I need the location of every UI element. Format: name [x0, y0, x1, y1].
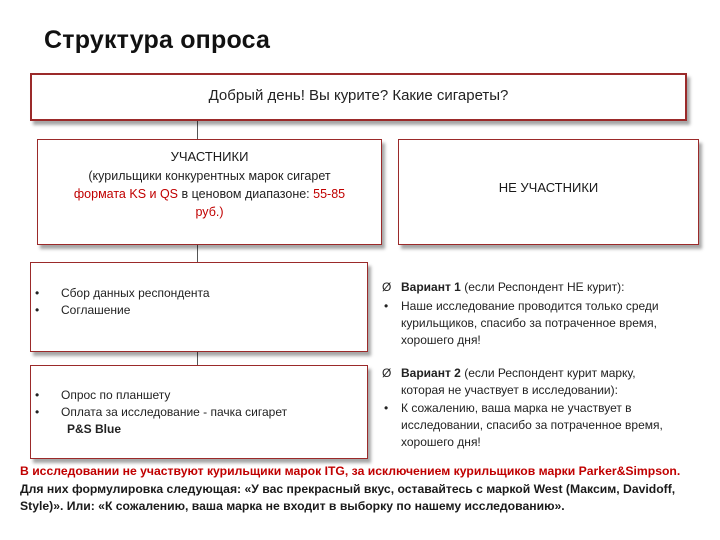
list-item: • Опрос по планшету — [35, 388, 171, 402]
payment-brand: P&S Blue — [67, 422, 122, 436]
non-participants-box — [398, 139, 699, 245]
non-participants-heading: НЕ УЧАСТНИКИ — [498, 180, 599, 195]
data-collection-box — [30, 262, 368, 352]
collect-list — [31, 285, 210, 319]
format-text: формата KS и QS — [73, 187, 179, 201]
variant-2-text: К сожалению, ваша марка не участвует в исследовании, спасибо за потраченное время, хорошего дня! — [401, 401, 663, 449]
participants-line3: руб.) — [195, 205, 224, 219]
bullet-icon: • — [35, 303, 40, 317]
list-item: • Сбор данных респондента — [35, 286, 210, 300]
connector-collect-tablet — [197, 352, 198, 365]
participants-heading: УЧАСТНИКИ — [170, 149, 249, 164]
variant-2-title: Вариант 2 (если Респондент курит марку, которая не участвует в исследовании): — [401, 366, 636, 397]
list-item: • Оплата за исследование - пачка сигарет — [35, 405, 288, 419]
bullet-icon: • — [35, 286, 40, 300]
footer-line-2: Для них формулировка следующая: «У вас прекрасный вкус, оставайтесь с маркой West (Максим, Davidoff, — [20, 481, 676, 496]
tablet-list — [31, 387, 287, 421]
variant-1-label: Вариант 1 — [401, 280, 461, 294]
tablet-survey-box — [30, 365, 368, 459]
price-range-label: в ценовом диапазоне: — [178, 187, 314, 201]
arrow-bullet-icon: Ø — [382, 366, 392, 380]
variant-1-title: Вариант 1 (если Респондент НЕ курит): — [401, 280, 625, 294]
greeting-text: Добрый день! Вы курите? Какие сигареты? — [208, 87, 509, 104]
footer-line-3: Style)». Или: «К сожалению, ваша марка не входит в выборку по нашему исследованию». — [20, 499, 565, 513]
bullet-icon: • — [35, 388, 40, 402]
page-title: Структура опроса — [44, 26, 271, 54]
connector-greeting-participants — [197, 119, 198, 139]
participants-box — [37, 139, 382, 245]
bullet-icon: • — [384, 401, 389, 415]
arrow-bullet-icon: Ø — [382, 280, 392, 294]
list-item: • Соглашение — [35, 303, 131, 317]
footer-note — [20, 463, 710, 516]
participants-line1: (курильщики конкурентных марок сигарет — [88, 169, 331, 183]
variant-1-text: Наше исследование проводится только среди курильщиков, спасибо за потраченное время, хорошего дня! — [401, 299, 659, 347]
participants-line2 — [48, 185, 371, 203]
price-range-value: 55-85 — [313, 187, 346, 201]
bullet-icon: • — [384, 299, 389, 313]
footer-red-line: В исследовании не участвуют курильщики марок ITG, за исключением курильщиков марки Parker&Simpson. — [20, 464, 681, 478]
connector-participants-collect — [197, 245, 198, 262]
participants-description — [48, 167, 371, 221]
variant-2-label: Вариант 2 — [401, 366, 461, 380]
greeting-box — [30, 73, 687, 121]
bullet-icon: • — [35, 405, 40, 419]
